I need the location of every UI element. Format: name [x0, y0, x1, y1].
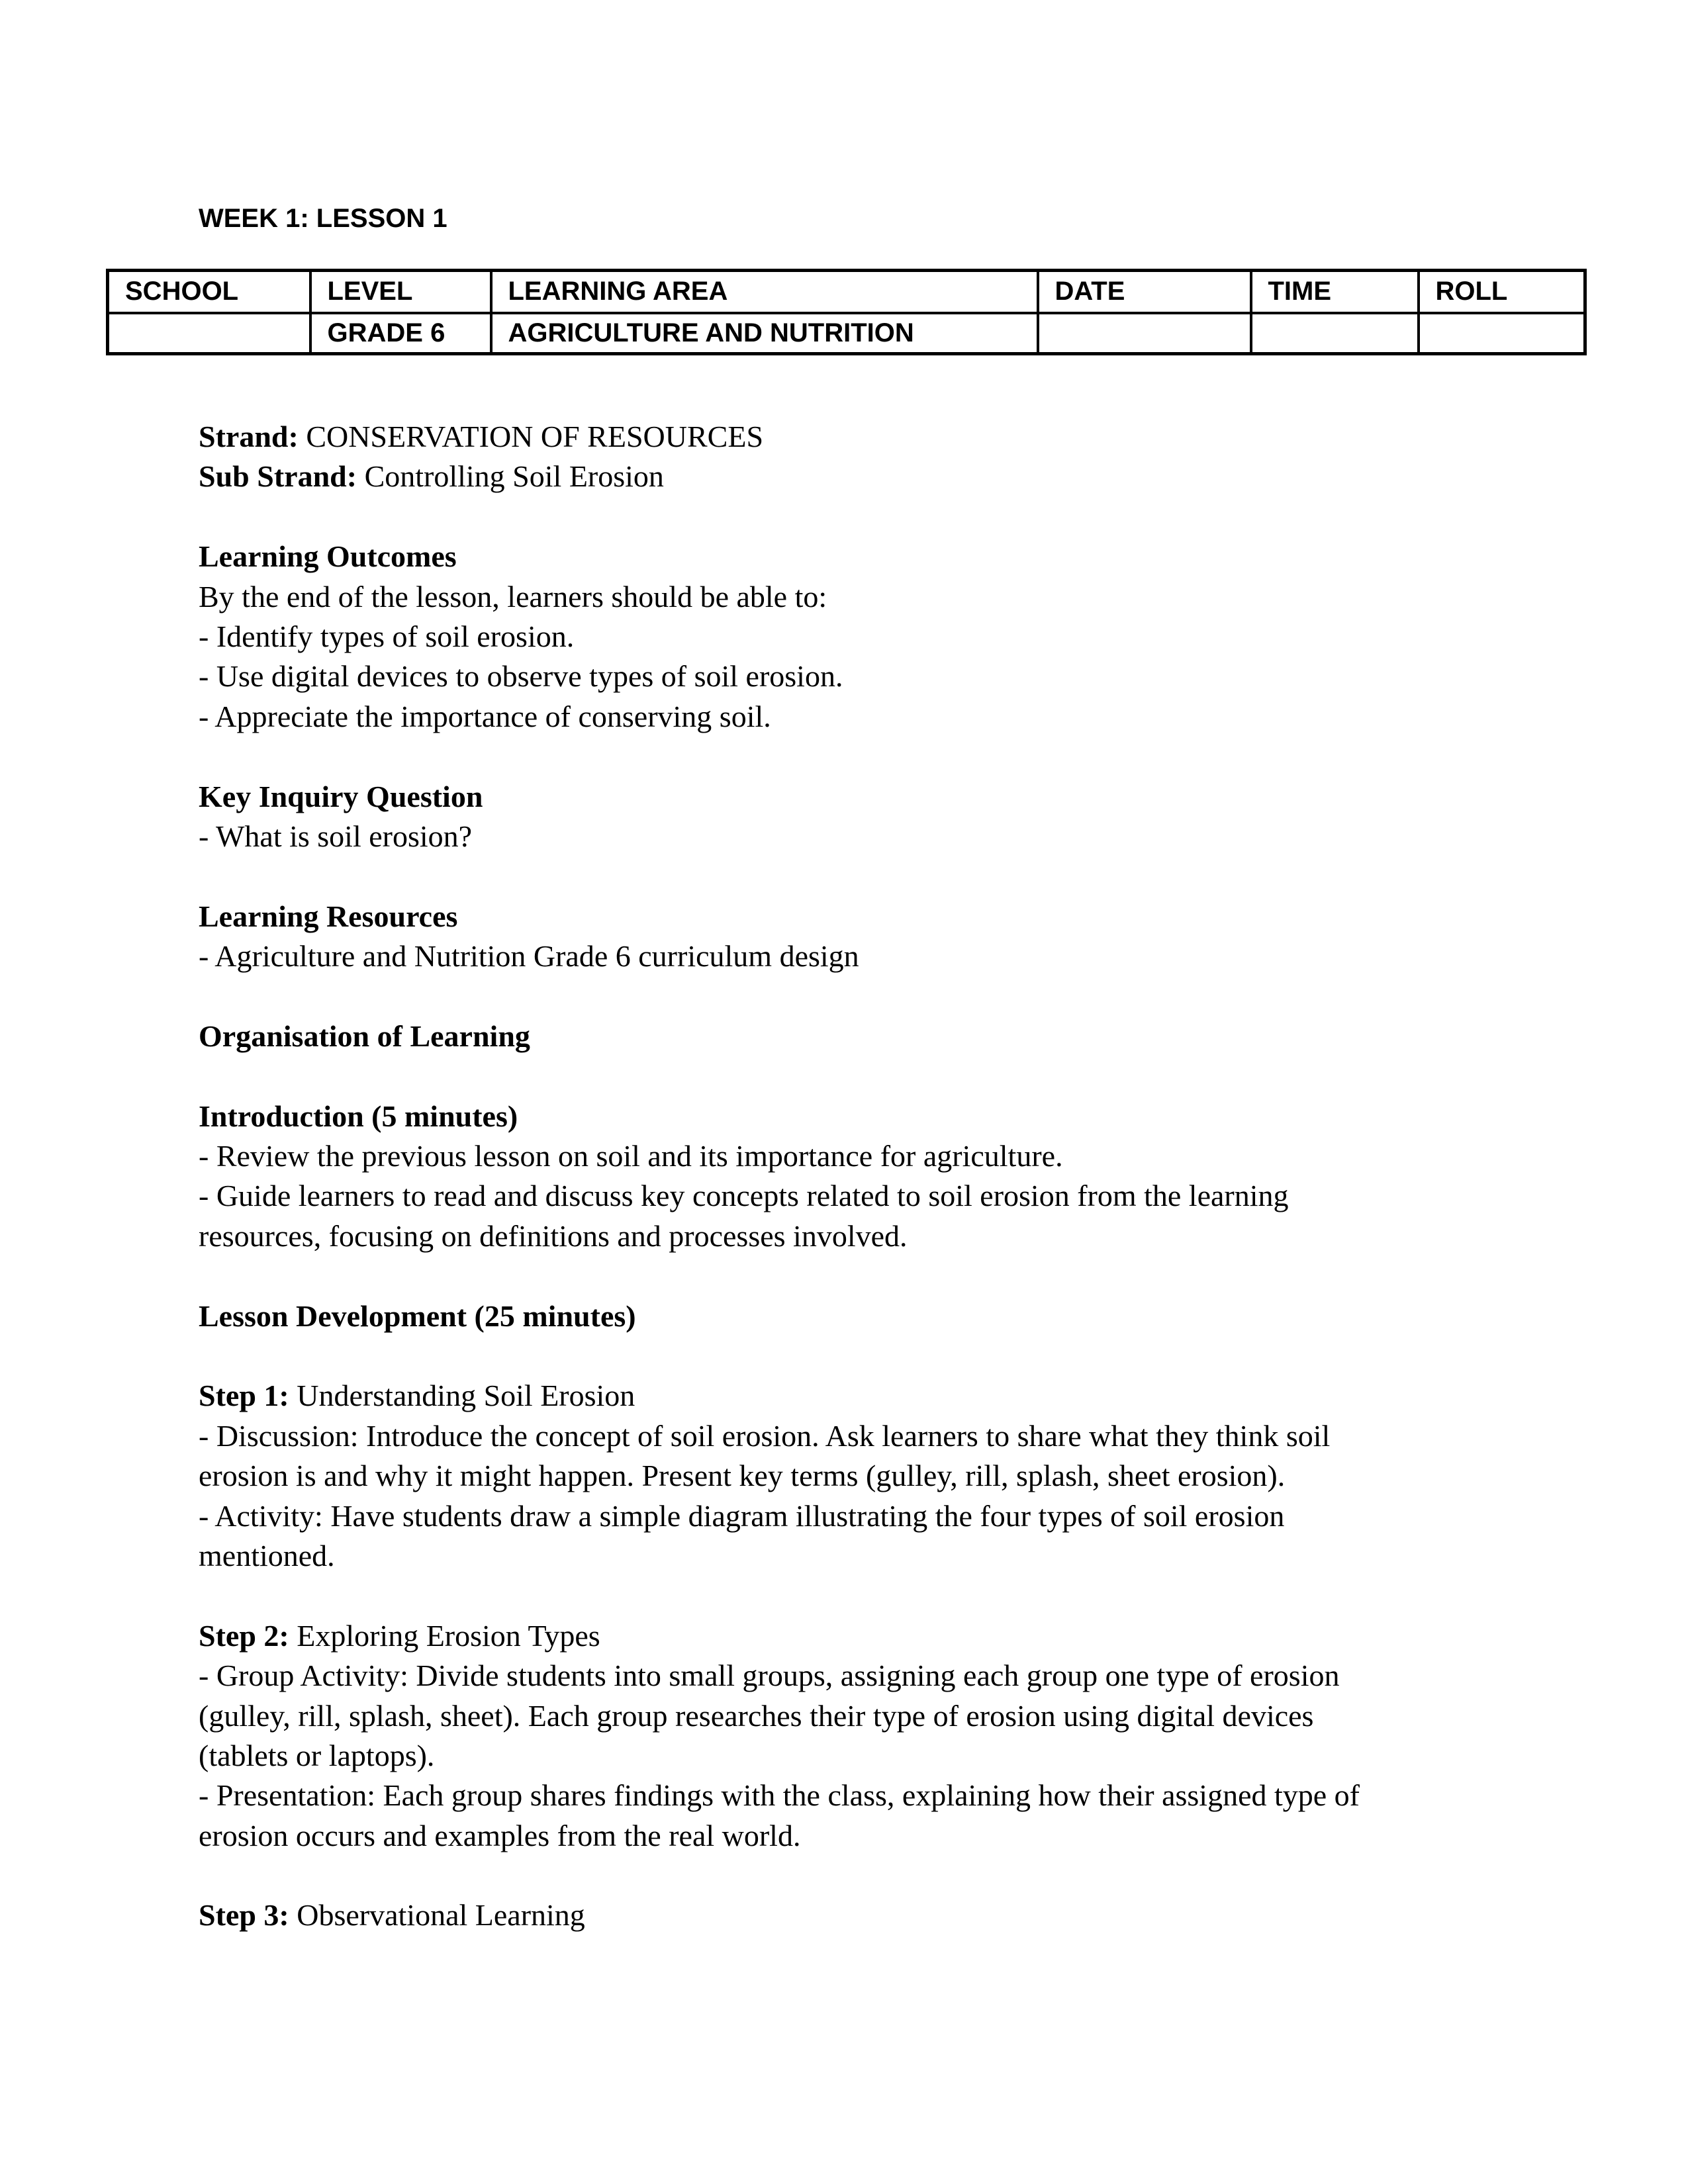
text-line: - What is soil erosion?	[199, 819, 473, 853]
page-title: WEEK 1: LESSON 1	[199, 204, 447, 233]
sub-strand-value: Controlling Soil Erosion	[357, 459, 664, 494]
text-line: - Review the previous lesson on soil and its importance for agriculture.	[199, 1139, 1063, 1173]
text-line: By the end of the lesson, learners should be able to:	[199, 579, 827, 614]
text-line: resources, focusing on definitions and processes involved.	[199, 1218, 908, 1253]
blank-line	[199, 856, 1595, 896]
text-line: erosion is and why it might happen. Present key terms (gulley, rill, splash, sheet erosion).	[199, 1459, 1286, 1493]
text-line: - Appreciate the importance of conserving soil.	[199, 699, 771, 733]
table-header-row	[108, 271, 1585, 313]
cell-time	[1251, 313, 1419, 354]
cell-level: GRADE 6	[310, 313, 491, 354]
heading-lesson-development: Lesson Development (25 minutes)	[199, 1298, 636, 1333]
text-line: - Identify types of soil erosion.	[199, 619, 575, 653]
header-time: TIME	[1251, 271, 1419, 313]
text-line: - Use digital devices to observe types of soil erosion.	[199, 659, 843, 694]
text-line: erosion occurs and examples from the real world.	[199, 1818, 801, 1852]
lesson-body	[199, 417, 1595, 1936]
text-line: - Presentation: Each group shares findings with the class, explaining how their assigned type of	[199, 1778, 1360, 1813]
header-learning-area: LEARNING AREA	[491, 271, 1038, 313]
text-line-sub-strand	[199, 457, 1595, 496]
heading-key-inquiry: Key Inquiry Question	[199, 779, 483, 813]
sub-strand-label: Sub Strand:	[199, 459, 357, 494]
text-line: - Activity: Have students draw a simple diagram illustrating the four types of soil erosion	[199, 1498, 1285, 1533]
cell-learning-area: AGRICULTURE AND NUTRITION	[491, 313, 1038, 354]
heading-organisation: Organisation of Learning	[199, 1019, 530, 1053]
header-date: DATE	[1038, 271, 1251, 313]
blank-line	[199, 976, 1595, 1016]
header-roll: ROLL	[1419, 271, 1585, 313]
heading-learning-outcomes: Learning Outcomes	[199, 539, 457, 574]
blank-line	[199, 1056, 1595, 1096]
blank-line	[199, 1856, 1595, 1895]
text-line: (tablets or laptops).	[199, 1738, 435, 1772]
blank-line	[199, 737, 1595, 776]
heading-learning-resources: Learning Resources	[199, 899, 458, 933]
table-value-row	[108, 313, 1585, 354]
text-line: (gulley, rill, splash, sheet). Each group researches their type of erosion using digital devices	[199, 1698, 1314, 1733]
blank-line	[199, 1336, 1595, 1376]
text-line: - Guide learners to read and discuss key concepts related to soil erosion from the learning	[199, 1179, 1289, 1213]
heading-step-2: Step 2: Exploring Erosion Types	[199, 1618, 600, 1653]
header-level: LEVEL	[310, 271, 491, 313]
text-line: mentioned.	[199, 1538, 335, 1572]
strand-label: Strand:	[199, 420, 299, 453]
lesson-info-table	[106, 269, 1587, 355]
header-school: SCHOOL	[108, 271, 310, 313]
blank-line	[199, 497, 1595, 537]
heading-step-3: Step 3: Observational Learning	[199, 1898, 585, 1933]
blank-line	[199, 1576, 1595, 1615]
heading-step-1: Step 1: Understanding Soil Erosion	[199, 1379, 635, 1413]
text-line: - Agriculture and Nutrition Grade 6 curriculum design	[199, 939, 859, 974]
heading-introduction: Introduction (5 minutes)	[199, 1099, 518, 1133]
blank-line	[199, 1256, 1595, 1296]
cell-roll	[1419, 313, 1585, 354]
text-line-strand	[199, 417, 1595, 457]
cell-school	[108, 313, 310, 354]
text-line: - Discussion: Introduce the concept of soil erosion. Ask learners to share what they think soil	[199, 1418, 1331, 1453]
cell-date	[1038, 313, 1251, 354]
strand-value: CONSERVATION OF RESOURCES	[298, 420, 764, 453]
text-line: - Group Activity: Divide students into small groups, assigning each group one type of erosion	[199, 1659, 1340, 1693]
